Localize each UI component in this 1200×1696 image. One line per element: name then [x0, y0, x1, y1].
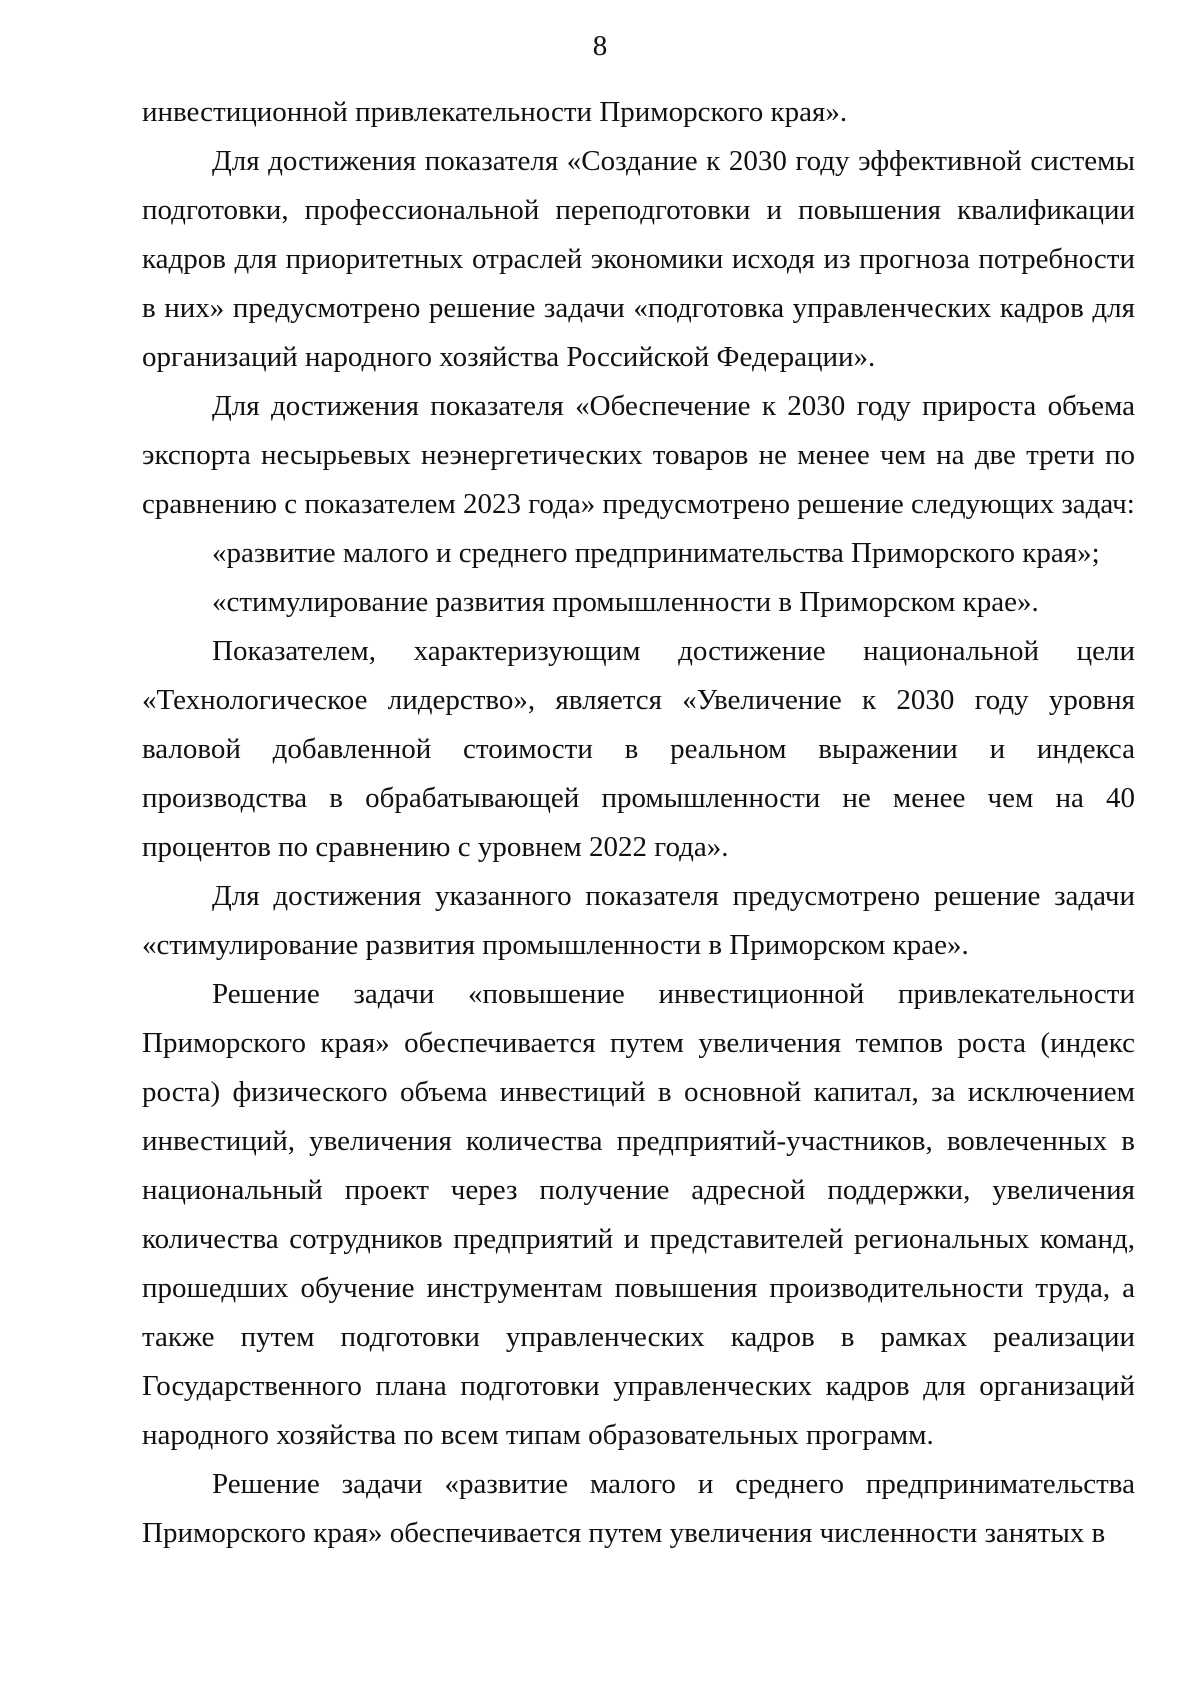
paragraph-continuation: инвестиционной привлекательности Приморского края».: [142, 96, 848, 128]
paragraph: Показателем, характеризующим достижение национальной цели «Технологическое лидерство», является «Увеличение к 2030 году уровня валовой добавленной стоимости в реальном выражении и индекса производства в обрабатывающей промышленности не менее чем на 40 процентов по сравнению с уровнем 2022 года».: [142, 635, 1135, 863]
paragraph: Для достижения показателя «Обеспечение к 2030 году прироста объема экспорта несырьевых неэнергетических товаров не менее чем на две трети по сравнению с показателем 2023 года» предусмотрено решение следующих задач:: [142, 390, 1135, 520]
document-body: [142, 88, 1135, 1558]
paragraph: Решение задачи «повышение инвестиционной привлекательности Приморского края» обеспечивается путем увеличения темпов роста (индекс роста) физического объема инвестиций в основной капитал, за исключением инвестиций, увеличения количества предприятий-участников, вовлеченных в национальный проект через получение адресной поддержки, увеличения количества сотрудников предприятий и представителей региональных команд, прошедших обучение инструментам повышения производительности труда, а также путем подготовки управленческих кадров в рамках реализации Государственного плана подготовки управленческих кадров для организаций народного хозяйства по всем типам образовательных программ.: [142, 978, 1135, 1451]
list-item-task: «развитие малого и среднего предпринимательства Приморского края»;: [212, 537, 1100, 569]
paragraph: Для достижения указанного показателя предусмотрено решение задачи «стимулирование развития промышленности в Приморском крае».: [142, 880, 1135, 961]
page-number: 8: [592, 30, 608, 62]
paragraph: Решение задачи «развитие малого и среднего предпринимательства Приморского края» обеспечивается путем увеличения численности занятых в: [142, 1468, 1135, 1549]
list-item-task: «стимулирование развития промышленности в Приморском крае».: [212, 586, 1039, 618]
paragraph: Для достижения показателя «Создание к 2030 году эффективной системы подготовки, профессиональной переподготовки и повышения квалификации кадров для приоритетных отраслей экономики исходя из прогноза потребности в них» предусмотрено решение задачи «подготовка управленческих кадров для организаций народного хозяйства Российской Федерации».: [142, 145, 1135, 373]
